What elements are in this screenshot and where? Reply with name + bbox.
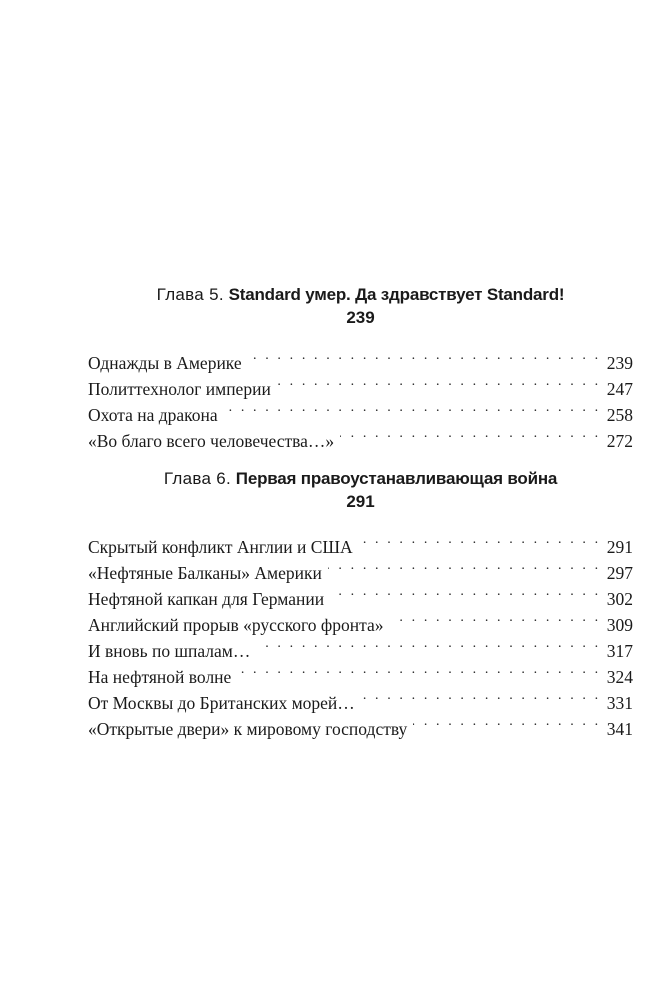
toc-entry-page: 297 xyxy=(606,563,633,583)
toc-list xyxy=(88,343,633,451)
dot-leader xyxy=(413,709,600,735)
toc-entry-page: 341 xyxy=(606,719,633,739)
toc-entry[interactable] xyxy=(88,343,633,373)
dot-leader xyxy=(340,421,601,447)
toc-entry-page: 324 xyxy=(606,667,633,687)
toc-entry-page: 291 xyxy=(606,537,633,557)
toc-entry-title: И вновь по шпалам… xyxy=(88,641,251,661)
toc-list xyxy=(88,527,633,739)
chapter-label: Глава 6. xyxy=(163,469,232,488)
dot-leader xyxy=(277,369,601,395)
toc-entry-page: 247 xyxy=(606,379,633,399)
dot-leader xyxy=(256,631,600,657)
chapter-heading xyxy=(88,467,633,491)
dot-leader xyxy=(237,657,600,683)
toc-entry-page: 258 xyxy=(606,405,633,425)
dot-leader xyxy=(328,553,601,579)
toc-entry-title: На нефтяной волне xyxy=(88,667,232,687)
toc-entry[interactable] xyxy=(88,527,633,557)
toc-entry-page: 239 xyxy=(606,353,633,373)
toc-entry-title: «Во благо всего человечества…» xyxy=(88,431,335,451)
toc-entry-page: 331 xyxy=(606,693,633,713)
chapter-title: Первая правоустанавливающая война xyxy=(235,469,558,488)
toc-entry-title: Политтехнолог империи xyxy=(88,379,271,399)
dot-leader xyxy=(359,527,601,553)
chapter-label: Глава 5. xyxy=(156,285,224,304)
dot-leader xyxy=(330,579,601,605)
dot-leader xyxy=(390,605,601,631)
chapter-heading xyxy=(88,283,633,307)
toc-entry-title: От Москвы до Британских морей… xyxy=(88,693,355,713)
chapter-title: Standard умер. Да здравствует Standard! xyxy=(228,285,565,304)
dot-leader xyxy=(224,395,601,421)
dot-leader xyxy=(248,343,601,369)
toc-entry-title: Нефтяной капкан для Германии xyxy=(88,589,325,609)
toc-entry-title: Однажды в Америке xyxy=(88,353,242,373)
toc-entry-page: 302 xyxy=(606,589,633,609)
toc-entry-page: 272 xyxy=(606,431,633,451)
toc-entry-title: «Открытые двери» к мировому господству xyxy=(88,719,408,739)
toc-entry-title: Охота на дракона xyxy=(88,405,218,425)
dot-leader xyxy=(361,683,601,709)
toc-entry-page: 317 xyxy=(606,641,633,661)
chapter-page-number: 239 xyxy=(346,308,375,327)
chapter-page-number: 291 xyxy=(346,492,375,511)
toc-entry-title: Английский прорыв «русского фронта» xyxy=(88,615,384,635)
toc-entry-title: «Нефтяные Балканы» Америки xyxy=(88,563,322,583)
toc-entry-title: Скрытый конфликт Англии и США xyxy=(88,537,353,557)
toc-entry-page: 309 xyxy=(606,615,633,635)
chapter-5-section xyxy=(88,283,633,451)
chapter-6-section xyxy=(88,467,633,739)
